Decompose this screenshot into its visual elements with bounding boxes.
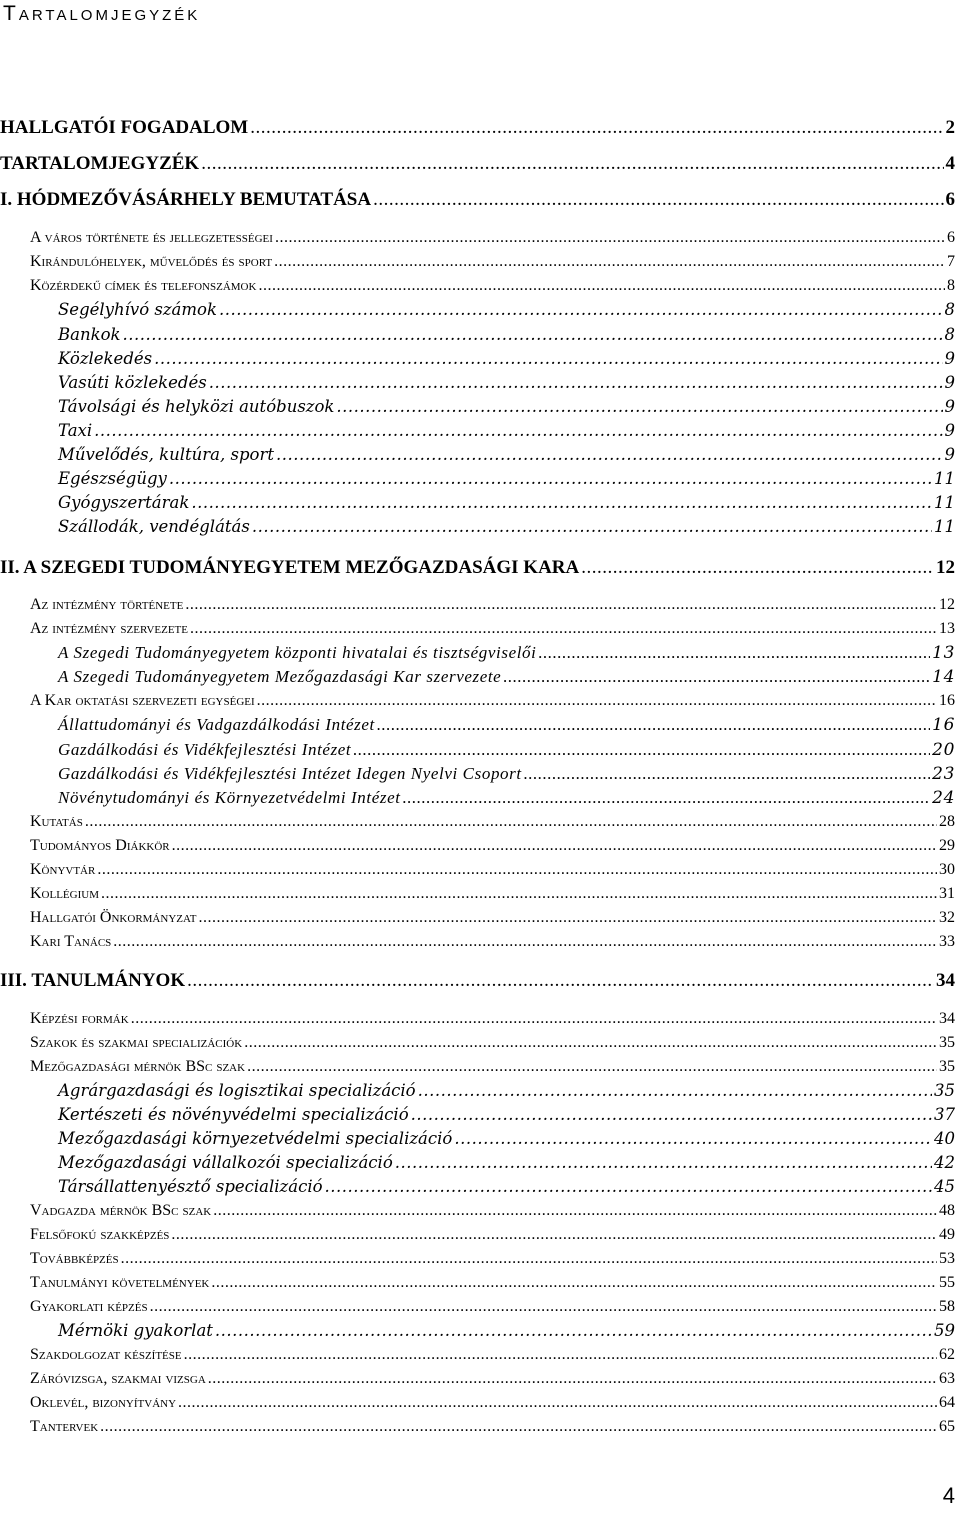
toc-entry-page: 45 [934, 1177, 955, 1196]
toc-entry-title: A Szegedi Tudományegyetem Mezőgazdasági Kar szervezete [58, 667, 502, 686]
toc-entry[interactable] [0, 557, 955, 579]
toc-entry-title: Könyvtár [30, 861, 96, 878]
toc-entry[interactable] [30, 596, 955, 614]
toc-entry-page: 4 [945, 153, 955, 174]
dot-leader [257, 692, 937, 710]
toc-entry-title: HALLGATÓI FOGADALOM [0, 117, 249, 138]
toc-entry[interactable] [0, 189, 955, 211]
toc-entry-title: A város története és jellegzetességei [30, 229, 273, 246]
dot-leader [178, 1394, 937, 1412]
dot-leader [454, 1129, 932, 1148]
dot-leader [172, 837, 937, 855]
toc-entry-title: Záróvizsga, szakmai vizsga [30, 1370, 206, 1387]
toc-entry-page: 37 [934, 1105, 955, 1124]
toc-entry[interactable] [58, 373, 955, 392]
toc-entry[interactable] [58, 421, 955, 440]
dot-leader [154, 349, 942, 368]
toc-entry[interactable] [58, 1321, 955, 1340]
toc-entry-title: Hallgatói Önkormányzat [30, 909, 197, 926]
toc-entry-page: 65 [939, 1418, 955, 1435]
dot-leader [252, 517, 932, 536]
dot-leader [100, 1418, 937, 1436]
toc-entry-title: Taxi [58, 421, 93, 440]
toc-entry[interactable] [30, 229, 955, 247]
dot-leader [185, 596, 937, 614]
toc-entry-title: Oklevél, bizonyítvány [30, 1394, 177, 1411]
toc-entry[interactable] [30, 1298, 955, 1316]
toc-entry-title: I. HÓDMEZŐVÁSÁRHELY BEMUTATÁSA [0, 189, 372, 210]
dot-leader [418, 1081, 932, 1100]
toc-entry-page: 31 [939, 885, 955, 902]
dot-leader [191, 493, 932, 512]
toc-entry[interactable] [30, 813, 955, 831]
toc-entry[interactable] [30, 277, 955, 295]
toc-entry-title: A Szegedi Tudományegyetem központi hivatalai és tisztségviselői [58, 643, 537, 662]
toc-entry-page: 8 [944, 300, 955, 319]
toc-entry[interactable] [58, 1105, 955, 1124]
dot-leader [150, 1298, 937, 1316]
toc-entry[interactable] [58, 667, 955, 687]
toc-entry-title: Mérnöki gyakorlat [58, 1321, 213, 1340]
toc-entry[interactable] [30, 909, 955, 927]
dot-leader [190, 620, 937, 638]
toc-entry-title: Felsőfokú szakképzés [30, 1226, 170, 1243]
toc-entry-title: Társállattenyésztő specializáció [58, 1177, 323, 1196]
toc-entry-title: Tantervek [30, 1418, 99, 1435]
toc-entry[interactable] [58, 349, 955, 368]
toc-entry-page: 9 [944, 373, 955, 392]
toc-entry-page: 9 [944, 421, 955, 440]
toc-entry-page: 28 [939, 813, 955, 830]
toc-entry-page: 42 [934, 1153, 955, 1172]
toc-entry-page: 9 [944, 397, 955, 416]
toc-entry[interactable] [58, 764, 955, 784]
dot-leader [213, 1202, 937, 1220]
toc-entry-title: Képzési formák [30, 1010, 129, 1027]
toc-entry[interactable] [30, 620, 955, 638]
toc-entry[interactable] [0, 970, 955, 992]
toc-entry[interactable] [30, 1418, 955, 1436]
toc-entry[interactable] [0, 153, 955, 175]
toc-entry-title: Gazdálkodási és Vidékfejlesztési Intézet [58, 740, 352, 759]
toc-entry[interactable] [30, 1250, 955, 1268]
dot-leader [219, 300, 943, 319]
toc-entry[interactable] [30, 692, 955, 710]
toc-entry-page: 58 [939, 1298, 955, 1315]
toc-entry-title: Mezőgazdasági mérnök BSc szak [30, 1058, 246, 1075]
page-title: Tartalomjegyzék [3, 2, 201, 25]
dot-leader [538, 643, 930, 663]
toc-entry[interactable] [30, 933, 955, 951]
toc-entry-title: Egészségügy [58, 469, 167, 488]
toc-entry-title: Kutatás [30, 813, 83, 830]
toc-entry-title: Közlekedés [58, 349, 153, 368]
toc-entry[interactable] [58, 643, 955, 663]
dot-leader [94, 421, 942, 440]
dot-leader [353, 740, 930, 760]
toc-entry-title: Állattudományi és Vadgazdálkodási Intézet [58, 715, 375, 734]
toc-entry[interactable] [58, 1177, 955, 1196]
toc-entry[interactable] [58, 1129, 955, 1148]
toc-entry-page: 49 [939, 1226, 955, 1243]
toc-entry-page: 29 [939, 837, 955, 854]
toc-entry-page: 59 [934, 1321, 955, 1340]
toc-entry-title: Közérdekű címek és telefonszámok [30, 277, 257, 294]
toc-entry-page: 2 [945, 117, 955, 138]
toc-entry[interactable] [30, 1058, 955, 1076]
toc-entry[interactable] [0, 117, 955, 139]
toc-entry-title: Tudományos Diákkör [30, 837, 170, 854]
dot-leader [247, 1058, 937, 1076]
dot-leader [258, 277, 945, 295]
toc-entry-page: 55 [939, 1274, 955, 1291]
toc-entry-page: 8 [947, 277, 955, 294]
toc-entry-title: Az intézmény szervezete [30, 620, 188, 637]
dot-leader [581, 557, 934, 579]
toc-entry-title: Mezőgazdasági vállalkozói specializáció [58, 1153, 393, 1172]
dot-leader [244, 1034, 937, 1052]
toc-entry-title: Kirándulóhelyek, művelődés és sport [30, 253, 273, 270]
toc-entry-title: Kertészeti és növényvédelmi specializáció [58, 1105, 409, 1124]
toc-entry-page: 6 [945, 189, 955, 210]
dot-leader [274, 253, 945, 271]
dot-leader [198, 909, 937, 927]
toc-entry[interactable] [58, 469, 955, 488]
toc-entry[interactable] [30, 1370, 955, 1388]
toc-entry-page: 53 [939, 1250, 955, 1267]
toc-entry-title: Vadgazda mérnök BSc szak [30, 1202, 212, 1219]
toc-entry[interactable] [30, 1202, 955, 1220]
toc-entry-page: 30 [939, 861, 955, 878]
dot-leader [101, 885, 937, 903]
toc-entry-page: 40 [934, 1129, 955, 1148]
toc-entry-title: Művelődés, kultúra, sport [58, 445, 274, 464]
toc-entry-title: Agrárgazdasági és logisztikai specializáció [58, 1081, 416, 1100]
toc-entry-page: 35 [939, 1058, 955, 1075]
toc-entry-page: 24 [932, 788, 955, 808]
toc-entry[interactable] [58, 397, 955, 416]
toc-entry-page: 12 [936, 557, 955, 578]
toc-entry[interactable] [30, 837, 955, 855]
dot-leader [208, 1370, 937, 1388]
toc-entry-title: Szakdolgozat készítése [30, 1346, 182, 1363]
dot-leader [123, 325, 943, 344]
toc-entry-page: 12 [939, 596, 955, 613]
toc-entry-title: Bankok [58, 325, 121, 344]
dot-leader [97, 861, 937, 879]
dot-leader [169, 469, 932, 488]
toc-entry-title: Gyógyszertárak [58, 493, 190, 512]
toc-entry-page: 62 [939, 1346, 955, 1363]
toc-entry-title: Távolsági és helyközi autóbuszok [58, 397, 335, 416]
dot-leader [524, 764, 930, 784]
toc-entry-page: 9 [944, 349, 955, 368]
toc-entry-title: Tanulmányi követelmények [30, 1274, 210, 1291]
dot-leader [395, 1153, 932, 1172]
toc-entry[interactable] [58, 715, 955, 735]
toc-entry[interactable] [30, 1226, 955, 1244]
toc-entry-page: 32 [939, 909, 955, 926]
toc-entry[interactable] [58, 300, 955, 319]
dot-leader [113, 933, 937, 951]
toc-entry[interactable] [58, 493, 955, 512]
toc-entry[interactable] [30, 1346, 955, 1364]
toc-entry-page: 16 [932, 715, 955, 735]
toc-entry-title: III. TANULMÁNYOK [0, 970, 186, 991]
toc-entry-title: II. A SZEGEDI TUDOMÁNYEGYETEM MEZŐGAZDASÁGI KARA [0, 557, 580, 578]
toc-entry-page: 20 [932, 740, 955, 760]
toc-entry[interactable] [58, 517, 955, 536]
dot-leader [411, 1105, 932, 1124]
toc-entry[interactable] [58, 740, 955, 760]
toc-entry[interactable] [58, 325, 955, 344]
dot-leader [275, 229, 945, 247]
dot-leader [377, 715, 930, 735]
toc-entry-title: Az intézmény története [30, 596, 184, 613]
toc-entry-page: 35 [934, 1081, 955, 1100]
toc-entry-title: A Kar oktatási szervezeti egységei [30, 692, 255, 709]
toc-entry-page: 48 [939, 1202, 955, 1219]
toc-entry-title: Mezőgazdasági környezetvédelmi specializáció [58, 1129, 453, 1148]
dot-leader [336, 397, 942, 416]
dot-leader [201, 153, 943, 175]
dot-leader [171, 1226, 937, 1244]
toc-entry-page: 11 [934, 493, 955, 512]
dot-leader [403, 788, 931, 808]
toc-entry-title: TARTALOMJEGYZÉK [0, 153, 200, 174]
toc-entry-page: 34 [939, 1010, 955, 1027]
toc-entry-title: Szakok és szakmai specializációk [30, 1034, 243, 1051]
toc-entry-page: 6 [947, 229, 955, 246]
toc-entry[interactable] [58, 788, 955, 808]
toc-entry[interactable] [30, 1394, 955, 1412]
dot-leader [250, 117, 943, 139]
toc-entry-title: Kari Tanács [30, 933, 112, 950]
dot-leader [184, 1346, 937, 1364]
toc-entry-page: 63 [939, 1370, 955, 1387]
toc-entry-page: 35 [939, 1034, 955, 1051]
dot-leader [211, 1274, 937, 1292]
dot-leader [325, 1177, 932, 1196]
dot-leader [121, 1250, 937, 1268]
toc-entry-title: Vasúti közlekedés [58, 373, 207, 392]
toc-entry[interactable] [30, 1010, 955, 1028]
toc-entry-page: 13 [939, 620, 955, 637]
toc-entry-title: Növénytudományi és Környezetvédelmi Intézet [58, 788, 401, 807]
toc-entry-title: Továbbképzés [30, 1250, 119, 1267]
toc-entry-page: 34 [936, 970, 955, 991]
toc-entry-title: Szállodák, vendéglátás [58, 517, 250, 536]
dot-leader [131, 1010, 937, 1028]
page-number: 4 [942, 1483, 955, 1508]
dot-leader [187, 970, 934, 992]
toc-entry-page: 14 [932, 667, 955, 687]
dot-leader [85, 813, 937, 831]
toc-entry-page: 8 [944, 325, 955, 344]
toc-entry-title: Gyakorlati képzés [30, 1298, 148, 1315]
toc-entry-title: Segélyhívó számok [58, 300, 217, 319]
toc-entry-page: 7 [947, 253, 955, 270]
toc-entry-page: 11 [934, 469, 955, 488]
toc-entry-page: 9 [944, 445, 955, 464]
toc-entry-title: Gazdálkodási és Vidékfejlesztési Intézet Idegen Nyelvi Csoport [58, 764, 522, 783]
dot-leader [373, 189, 943, 211]
dot-leader [209, 373, 943, 392]
toc-entry[interactable] [30, 885, 955, 903]
dot-leader [276, 445, 943, 464]
toc-entry[interactable] [58, 1081, 955, 1100]
toc-entry-title: Kollégium [30, 885, 99, 902]
toc-entry[interactable] [30, 861, 955, 879]
toc-entry-page: 33 [939, 933, 955, 950]
toc-entry[interactable] [58, 445, 955, 464]
toc-entry-page: 13 [932, 643, 955, 663]
dot-leader [215, 1321, 932, 1340]
toc-entry[interactable] [30, 253, 955, 271]
dot-leader [503, 667, 930, 687]
toc-entry-page: 64 [939, 1394, 955, 1411]
toc-entry-page: 16 [939, 692, 955, 709]
toc-entry[interactable] [30, 1274, 955, 1292]
toc-entry-page: 23 [932, 764, 955, 784]
toc-entry[interactable] [30, 1034, 955, 1052]
toc-entry-page: 11 [934, 517, 955, 536]
toc-entry[interactable] [58, 1153, 955, 1172]
